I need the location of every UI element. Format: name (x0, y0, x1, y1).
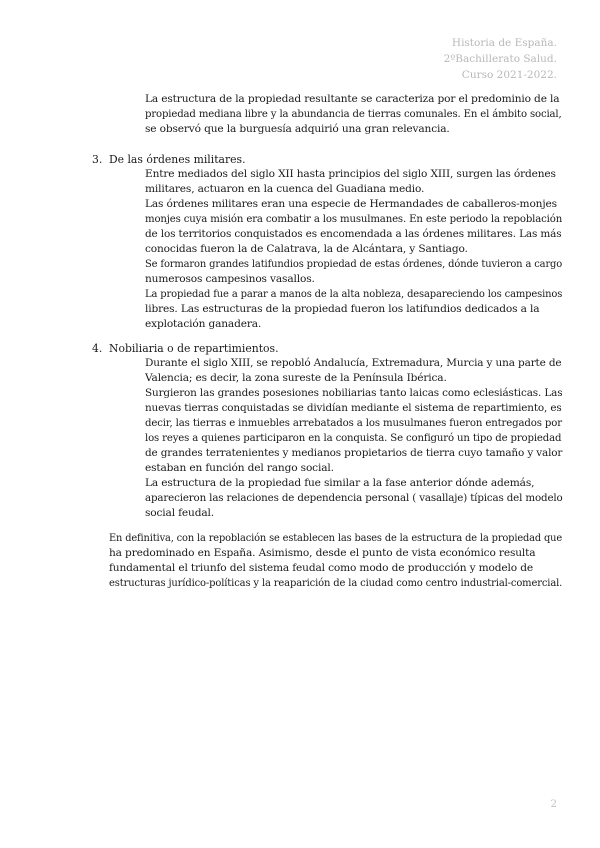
section-3-line: numerosos campesinos vasallos. (145, 273, 315, 285)
section-3-line: La propiedad fue a parar a manos de la alta nobleza, desapareciendo los campesinos (145, 288, 563, 300)
header-course-title: Historia de España. (451, 37, 557, 49)
section-4-line: estaban en función del rango social. (145, 462, 334, 474)
section-4-line: Surgieron las grandes posesiones nobiliarias tanto laicas como eclesiásticas. Las (145, 387, 563, 399)
conclusion-line: estructuras jurídico-políticas y la reaparición de la ciudad como centro industrial-comercial. (109, 577, 563, 589)
section-4-line: nuevas tierras conquistadas se dividían mediante el sistema de repartimiento, es (145, 402, 562, 414)
conclusion-line: ha predominado en España. Asimismo, desde el punto de vista económico resulta (109, 547, 536, 559)
header-level: 2ºBachillerato Salud. (443, 53, 557, 65)
section-4-heading (92, 341, 279, 356)
section-4-title: Nobiliaria o de repartimientos. (109, 342, 279, 355)
page-number: 2 (550, 798, 557, 810)
section-3-title: De las órdenes militares. (109, 153, 246, 166)
intro-line: propiedad mediana libre y la abundancia de tierras comunales. En el ámbito social, (145, 108, 562, 120)
section-3-line: militares, actuaron en la cuenca del Guadiana medio. (145, 183, 425, 195)
section-4-line: de grandes terratenientes y medianos propietarios de tierra cuyo tamaño y valor (145, 447, 563, 459)
conclusion-line: fundamental el triunfo del sistema feudal como modo de producción y modelo de (109, 562, 533, 574)
section-4-line: aparecieron las relaciones de dependencia personal ( vasallaje) típicas del modelo (145, 492, 563, 504)
section-4-number: 4. (92, 342, 103, 355)
section-4-line: los reyes a quienes participaron en la conquista. Se configuró un tipo de propiedad (145, 432, 562, 444)
section-4-line: Valencia; es decir, la zona sureste de la Península Ibérica. (145, 372, 447, 384)
intro-line: La estructura de la propiedad resultante se caracteriza por el predominio de la (145, 93, 560, 105)
section-4-line: Durante el siglo XIII, se repobló Andalucía, Extremadura, Murcia y una parte de (145, 357, 562, 369)
section-3-line: Entre mediados del siglo XII hasta principios del siglo XIII, surgen las órdenes (145, 168, 556, 180)
page-header (444, 35, 557, 83)
section-4-line: social feudal. (145, 507, 214, 519)
section-3-number: 3. (92, 153, 103, 166)
section-3-line: libres. Las estructuras de la propiedad fueron los latifundios dedicados a la (145, 303, 540, 315)
section-4-line: decir, las tierras e inmuebles arrebatados a los musulmanes fueron entregados por (145, 417, 562, 429)
section-3-heading (92, 152, 246, 167)
section-3-line: conocidas fueron la de Calatrava, la de Alcántara, y Santiago. (145, 243, 468, 255)
section-3-line: monjes cuya misión era combatir a los musulmanes. En este periodo la repoblación (145, 213, 563, 225)
header-year: Curso 2021-2022. (461, 69, 557, 81)
conclusion-line: En definitiva, con la repoblación se establecen las bases de la estructura de la propiedad que (109, 532, 563, 544)
section-3-line: de los territorios conquistados es encomendada a las órdenes militares. Las más (145, 228, 562, 240)
section-4-line: La estructura de la propiedad fue similar a la fase anterior dónde además, (145, 477, 535, 489)
section-3-line: Se formaron grandes latifundios propiedad de estas órdenes, dónde tuvieron a cargo (145, 258, 563, 270)
section-3-line: explotación ganadera. (145, 318, 262, 330)
section-3-line: Las órdenes militares eran una especie de Hermandades de caballeros-monjes (145, 198, 557, 210)
intro-line: se observó que la burguesía adquirió una gran relevancia. (145, 123, 450, 135)
